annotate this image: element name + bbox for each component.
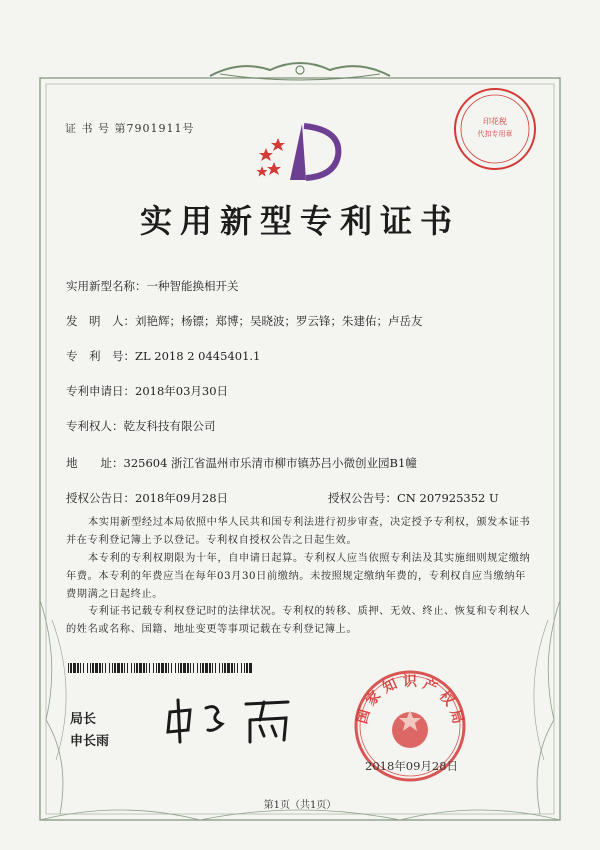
field-value: 刘艳辉；杨镖；郑博；吴晓波；罗云锋；朱建佑；卢岳友	[135, 314, 423, 328]
field-label: 授权公告号：	[328, 491, 397, 505]
field-label: 实用新型名称：	[66, 279, 147, 293]
field-label: 授权公告日：	[66, 491, 135, 505]
document-title: 实用新型专利证书	[139, 202, 460, 240]
field-value: 2018年09月28日	[135, 491, 229, 505]
field-value: ZL 2018 2 0445401.1	[135, 349, 261, 363]
field-label: 专利权人：	[66, 419, 124, 433]
signer-title: 局长	[70, 712, 97, 727]
field-label: 专利申请日：	[66, 384, 135, 398]
field-filing-date	[66, 383, 228, 399]
paragraph-legal-status: 专利证书记载专利权登记时的法律状况。专利权的转移、质押、无效、终止、恢复和专利权人的姓名或名称、国籍、地址变更等事项记载在专利登记簿上。	[66, 606, 531, 635]
patent-office-logo	[244, 118, 364, 190]
field-patent-number	[66, 348, 260, 364]
svg-text:国 家 知 识 产 权 局: 国 家 知 识 产 权 局	[354, 674, 466, 726]
handwritten-signature	[160, 690, 320, 750]
barcode	[68, 663, 252, 673]
field-label: 发 明 人：	[66, 314, 135, 328]
field-grant-publication-number	[328, 490, 499, 506]
field-value: 325604 浙江省温州市乐清市柳市镇苏吕小微创业园B1幢	[123, 456, 417, 470]
field-grant-date	[66, 490, 228, 506]
field-value: CN 207925352 U	[397, 491, 499, 505]
seal-date: 2018年09月28日	[365, 759, 459, 773]
svg-text:代扣专用章: 代扣专用章	[477, 130, 513, 138]
paragraph-grant-notice: 本实用新型经过本局依照中华人民共和国专利法进行初步审查，决定授予专利权，颁发本证书并在专利登记簿上予以登记。专利权自授权公告之日起生效。	[66, 517, 531, 546]
field-inventors	[66, 313, 423, 329]
field-value: 乾友科技有限公司	[123, 419, 216, 433]
paragraph-term-fees: 本专利的专利权期限为十年，自申请日起算。专利权人应当依照专利法及其实施细则规定缴纳年费。本专利的年费应当在每年03月30日前缴纳。未按照规定缴纳年费的，专利权自应当缴纳年费期满之日起终止。	[66, 553, 531, 600]
field-label: 地 址：	[66, 456, 124, 470]
certificate-number: 证 书 号 第7901911号	[65, 122, 195, 135]
field-value: 一种智能换相开关	[146, 279, 239, 293]
field-address	[66, 455, 417, 471]
field-utility-model-name	[66, 278, 239, 294]
field-label: 专 利 号：	[66, 349, 135, 363]
page-footer: 第1页（共1页）	[263, 800, 337, 811]
agency-stamp	[452, 86, 538, 172]
signer-name: 申长雨	[70, 734, 110, 749]
svg-text:印花税: 印花税	[483, 117, 507, 126]
field-value: 2018年03月30日	[135, 384, 229, 398]
field-patentee	[66, 418, 216, 434]
